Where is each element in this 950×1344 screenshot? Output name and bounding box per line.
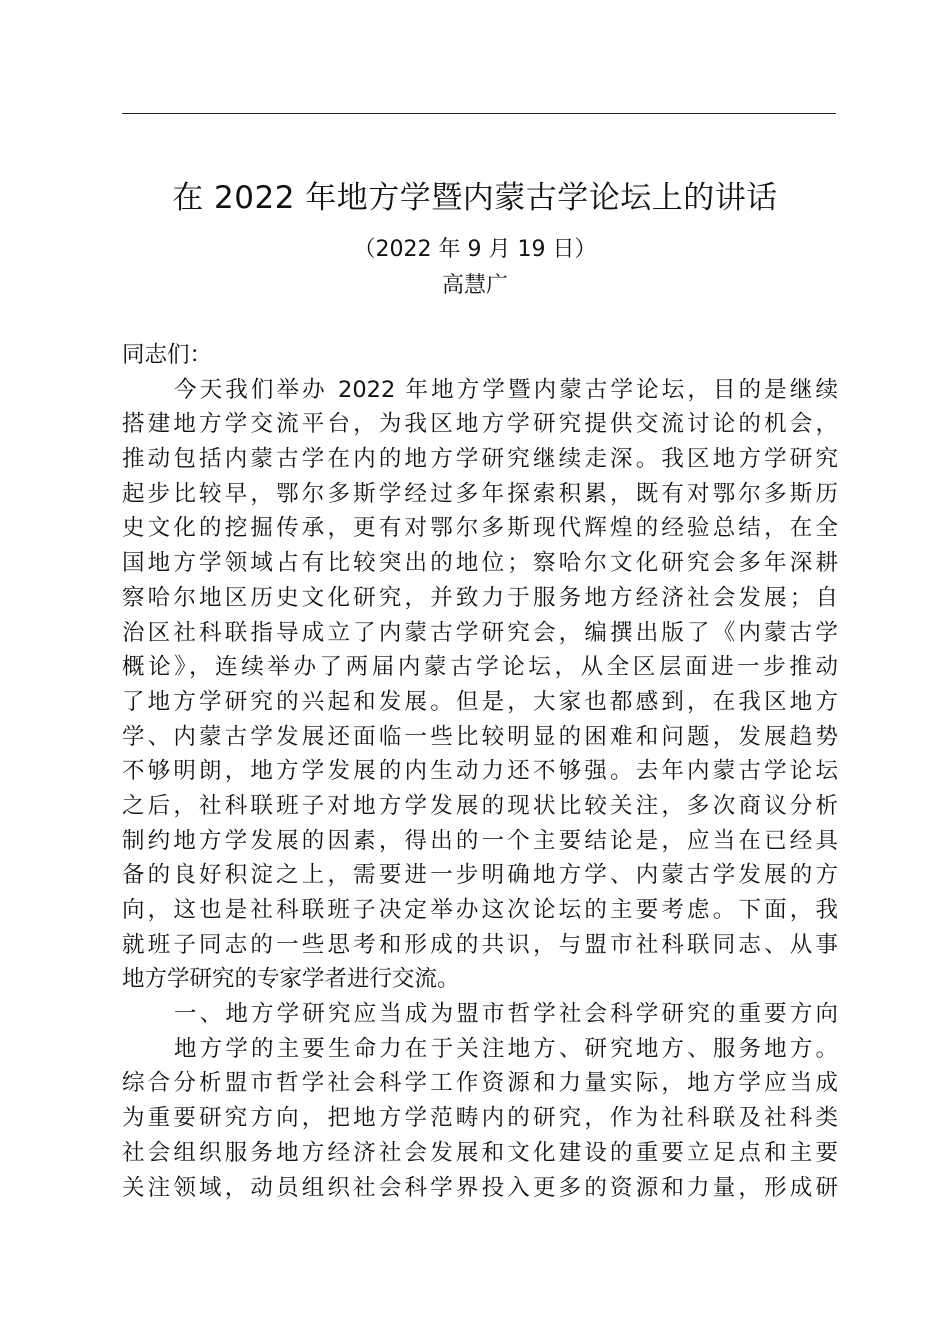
paragraph-1-line: 史文化的挖掘传承，更有对鄂尔多斯现代辉煌的经验总结，在全	[122, 515, 838, 542]
paragraph-1-line: 之后，社科联班子对地方学发展的现状比较关注，多次商议分析	[122, 792, 838, 819]
salutation: 同志们：	[122, 342, 213, 368]
paragraph-2-line: 社会组织服务地方经济社会发展和文化建设的重要立足点和主要	[122, 1139, 838, 1166]
paragraph-1-line: 概论》，连续举办了两届内蒙古学论坛，从全区层面进一步推动	[122, 654, 838, 681]
paragraph-1-line: 今天我们举办 2022 年地方学暨内蒙古学论坛，目的是继续	[174, 376, 838, 403]
paragraph-2-line: 关注领域，动员组织社会科学界投入更多的资源和力量，形成研	[122, 1174, 838, 1201]
paragraph-1-line: 地方学研究的专家学者进行交流。	[122, 966, 460, 993]
paragraph-2-line: 为重要研究方向，把地方学范畴内的研究，作为社科联及社科类	[122, 1105, 838, 1132]
speech-body	[122, 338, 838, 1205]
paragraph-1-line: 备的良好积淀之上，需要进一步明确地方学、内蒙古学发展的方	[122, 862, 838, 889]
paragraph-1-line: 搭建地方学交流平台，为我区地方学研究提供交流讨论的机会，	[122, 411, 838, 438]
paragraph-1-line: 察哈尔地区历史文化研究，并致力于服务地方经济社会发展；自	[122, 584, 838, 611]
paragraph-1-line: 治区社科联指导成立了内蒙古学研究会，编撰出版了《内蒙古学	[122, 619, 838, 646]
paragraph-1-line: 了地方学研究的兴起和发展。但是，大家也都感到，在我区地方	[122, 688, 838, 715]
speech-title: 在 2022 年地方学暨内蒙古学论坛上的讲话	[172, 180, 778, 216]
paragraph-1-line: 向，这也是社科联班子决定举办这次论坛的主要考虑。下面，我	[122, 897, 838, 923]
paragraph-2-line: 地方学的主要生命力在于关注地方、研究地方、服务地方。	[174, 1035, 838, 1062]
paragraph-1-line: 就班子同志的一些思考和形成的共识，与盟市社科联同志、从事	[122, 931, 838, 958]
paragraph-1-line: 起步比较早，鄂尔多斯学经过多年探索积累，既有对鄂尔多斯历	[122, 480, 838, 507]
paragraph-1-line: 不够明朗，地方学发展的内生动力还不够强。去年内蒙古学论坛	[122, 758, 838, 785]
speech-date: （2022 年 9 月 19 日）	[353, 237, 597, 262]
paragraph-2-line: 综合分析盟市哲学社会科学工作资源和力量实际，地方学应当成	[122, 1070, 838, 1097]
header-rule	[122, 113, 836, 114]
paragraph-1-line: 国地方学领域占有比较突出的地位；察哈尔文化研究会多年深耕	[122, 550, 838, 577]
speech-author: 高慧广	[441, 273, 508, 298]
paragraph-1-line: 推动包括内蒙古学在内的地方学研究继续走深。我区地方学研究	[122, 446, 838, 473]
section-heading-1: 一、地方学研究应当成为盟市哲学社会科学研究的重要方向	[174, 1001, 838, 1028]
paragraph-1-line: 制约地方学发展的因素，得出的一个主要结论是，应当在已经具	[122, 827, 838, 854]
paragraph-1-line: 学、内蒙古学发展还面临一些比较明显的困难和问题，发展趋势	[122, 723, 838, 750]
